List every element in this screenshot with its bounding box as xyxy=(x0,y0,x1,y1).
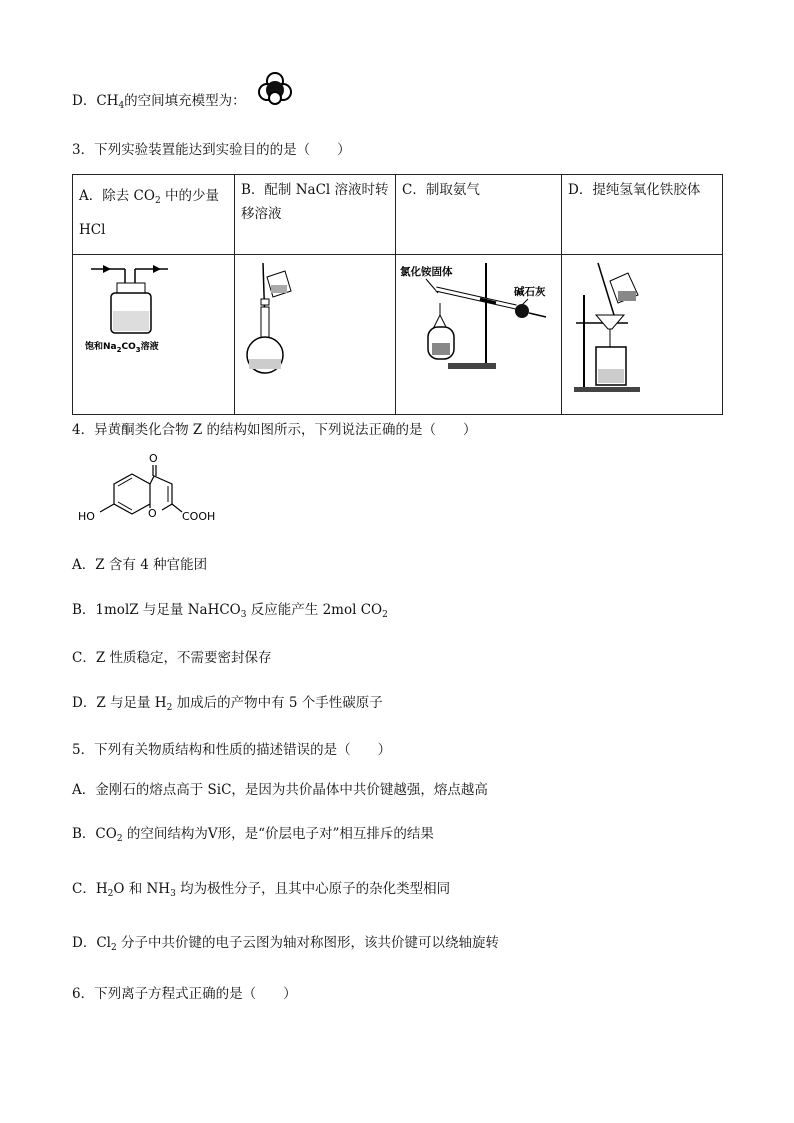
q2-option-d xyxy=(72,92,246,110)
q2-d-suffix: 的空间填充模型为： xyxy=(124,93,246,109)
q4-option-c: C．Z 性质稳定，不需要密封保存 xyxy=(72,650,272,666)
q2-d-prefix: D．CH xyxy=(72,93,119,109)
q3-b-line2: 移溶液 xyxy=(241,206,282,222)
q3-c-line1: C．制取氨气 xyxy=(402,182,480,198)
isoflavone-structure-figure xyxy=(76,452,226,532)
gas-washing-bottle-figure xyxy=(73,255,235,415)
volumetric-flask-figure xyxy=(235,255,396,415)
q3-d-line1: D．提纯氢氧化铁胶体 xyxy=(568,182,701,198)
dialysis-figure xyxy=(562,255,723,415)
q3-cell-d xyxy=(562,175,723,255)
q3-stem: 3．下列实验装置能达到实验目的的是（ ） xyxy=(72,142,351,158)
q3-cell-c xyxy=(396,175,562,255)
q5-option-b: B．$CO_2$ 的空间结构为V形，是“价层电子对”相互排斥的结果 xyxy=(72,826,434,844)
q4-option-a: A．Z 含有 4 种官能团 xyxy=(72,557,208,573)
q3-cell-b xyxy=(235,175,396,255)
figure-c-label-right: 碱石灰 xyxy=(514,286,546,298)
ammonia-apparatus-figure xyxy=(396,255,562,415)
figure-a-label: 饱和$Na_2CO_3$溶液 xyxy=(85,342,159,354)
structure-label-cooh: COOH xyxy=(182,510,216,523)
figure-c-label-left: 氯化铵固体 xyxy=(400,266,453,278)
q6-stem: 6．下列离子方程式正确的是（ ） xyxy=(72,986,297,1002)
q3-cell-a xyxy=(73,175,235,255)
q3-figure-b xyxy=(235,255,396,415)
q4-option-d: D．Z 与足量 $H_2$ 加成后的产物中有 5 个手性碳原子 xyxy=(72,695,383,713)
q5-stem: 5．下列有关物质结构和性质的描述错误的是（ ） xyxy=(72,742,392,758)
q3-b-line1: B．配制 NaCl 溶液时转 xyxy=(241,182,389,198)
q5-option-d: D．$Cl_2$ 分子中共价键的电子云图为轴对称图形，该共价键可以绕轴旋转 xyxy=(72,935,500,953)
q5-option-a: A．金刚石的熔点高于 SiC，是因为共价晶体中共价键越强，熔点越高 xyxy=(72,782,488,798)
q4-option-b: B．1molZ 与足量 NaHCO$_3$ 反应能产生 2mol $CO_2$ xyxy=(72,602,388,620)
q3-figure-d xyxy=(562,255,723,415)
methane-space-filling-model-icon xyxy=(258,70,292,106)
q3-figure-a xyxy=(73,255,235,415)
structure-label-ho: HO xyxy=(78,510,95,523)
structure-label-o-ring: O xyxy=(148,507,157,520)
q3-a-line1: A．除去 $CO_2$ 中的少量 xyxy=(79,188,219,206)
q2-d-sub: 4 xyxy=(118,101,125,111)
q4-stem: 4．异黄酮类化合物 Z 的结构如图所示，下列说法正确的是（ ） xyxy=(72,422,477,438)
structure-label-o-top: O xyxy=(149,452,158,465)
q5-option-c: C．$H_2O$ 和 $NH_3$ 均为极性分子，且其中心原子的杂化类型相同 xyxy=(72,881,451,899)
q3-a-line2: HCl xyxy=(79,222,106,238)
q3-experiment-table xyxy=(72,174,723,415)
q3-figure-c xyxy=(396,255,562,415)
